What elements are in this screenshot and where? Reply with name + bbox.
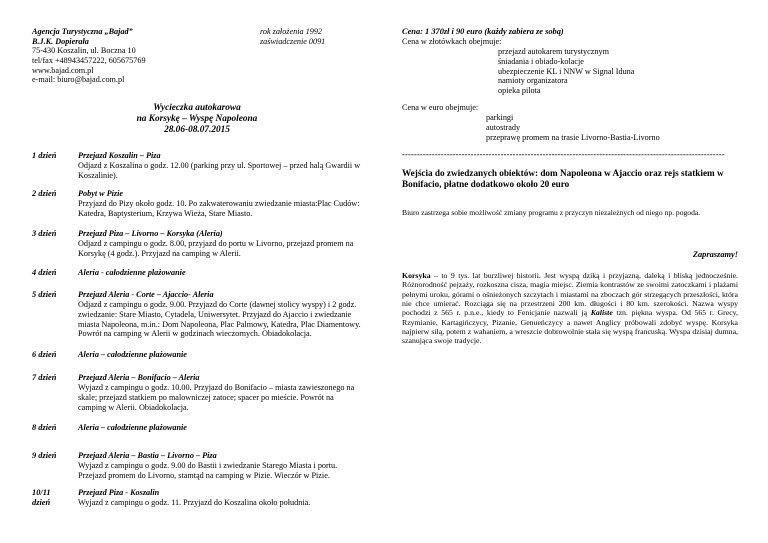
entries-note: Wejścia do zwiedzanych obiektów: dom Napoleona w Ajaccio oraz rejs statkiem w Bonifacio, płatne dodatkowo około 20 euro (402, 168, 724, 190)
price-eur-item: parkingi (486, 112, 514, 122)
price-pln-item: namioty organizatora (498, 76, 568, 86)
founded-certificate: zaświadczenie 0091 (260, 36, 326, 46)
day-label: 8 dzień (32, 423, 57, 432)
agency-phone: tel/fax +48943457222, 605675769 (32, 56, 146, 66)
corsica-lead: Korsyka (402, 271, 431, 280)
trip-title-line1: Wycieczka autokarowa (153, 103, 241, 113)
trip-title (32, 103, 362, 136)
agency-name: Agencja Turystyczna „Bajad” (32, 27, 133, 36)
day-label: 1 dzień (32, 151, 57, 160)
invite-text: Zapraszamy! (692, 250, 738, 259)
price-pln-item: ubezpieczenie KL i NNW w Signal Iduna (498, 66, 635, 76)
price-eur-item: przeprawę promem na trasie Livorno-Bastia-Livorno (486, 132, 660, 142)
price-pln (402, 27, 738, 96)
day-label: 2 dzień (32, 189, 57, 198)
day-label: 3 dzień (32, 229, 57, 238)
price-eur-item: autostrady (486, 122, 521, 132)
day-title: Pobyt w Pizie (78, 189, 124, 198)
trip-title-line2: na Korsykę – Wyspę Napoleona (136, 113, 258, 124)
day-text: Odjazd z campingu o godz. 8.00, przyjazd do portu w Livorno, przejazd promem na Korsykę (4 godz.). Przyjazd na camping w Alerii. (78, 238, 354, 258)
day-title: Przejazd Aleria – Bonifacio – Aleria (78, 373, 200, 382)
day-label: 4 dzień (32, 268, 57, 277)
agency-info (32, 27, 232, 85)
day-title: Aleria - całodzienne plażowanie (78, 268, 186, 277)
agency-www[interactable]: www.bajad.com.pl (32, 65, 94, 75)
day-title: Przejazd Aleria - Corte – Ajaccio- Aleria (78, 290, 214, 299)
day-title: Przejazd Piza – Livorno – Korsyka (Aleria) (78, 229, 223, 238)
price-pln-item: śniadania i obiado-kolacje (498, 56, 584, 66)
price-eur (402, 103, 738, 142)
day-label: 6 dzień (32, 350, 57, 359)
day-title: Aleria – całodzienne plażowanie (78, 423, 187, 432)
day-text: Odjazd z campingu o godz. 9.00. Przyjazd do Corte (dawnej stolicy wyspy) i 2 godz. zwiedzanie: Stare Miasto, Cytadela, Uniwersytet. Przyjazd do Ajaccio i zwiedzanie miasta Napoleona, m.in.: Dom Napoleona, Plac Palmowy, Katedra, Plac Diamentowy. Powrót na camping w Alerii w godzinach wieczornych. Obiadokolacja. (78, 299, 361, 339)
day-text: Wyjazd z campingu o godz. 10.00. Przyjazd do Bonifacio – miasta zawieszonego na skale; przejazd statkiem po malowniczej zatoce; spacer po mieście. Powrót na camping w Alerii. Obiadokolacja. (78, 382, 355, 412)
separator-line: ------------------------------------------------------------------------------------------------------------ (402, 150, 725, 159)
day-text: Wyjazd z campingu o godz. 11. Przyjazd do Koszalina około południa. (78, 497, 311, 507)
corsica-description (402, 271, 738, 346)
price-pln-item: opieka pilota (498, 86, 541, 96)
day-title: Przejazd Aleria – Bastia – Livorno – Piza (78, 451, 217, 460)
day-label: 10/11 dzień (32, 488, 51, 508)
day-title: Aleria – całodzienne plażowanie (78, 350, 187, 359)
reserve-note: Biuro zastrzega sobie możliwość zmiany programu z przyczyn niezależnych od niego np. pogoda. (402, 208, 701, 217)
price-header: Cena: 1 370zł i 90 euro (każdy zabiera ze sobą) (402, 27, 564, 36)
day-text: Przyjazd do Pizy około godz. 10. Po zakwaterowaniu zwiedzanie miasta:Plac Cudów: Katedra, Baptysterium, Krzywa Wieża, Stare Miasto. (78, 198, 360, 218)
price-pln-intro: Cena w złotówkach obejmuje: (402, 37, 502, 47)
day-title: Przejazd Koszalin – Piza (78, 151, 161, 160)
day-text: Odjazd z Koszalina o godz. 12.00 (parking przy ul. Sportowej – przed halą Gwardii w Koszalinie). (78, 160, 361, 180)
price-eur-intro: Cena w euro obejmuje: (402, 103, 479, 112)
corsica-text2: tzn. piękna wyspa. Od 565 r. Grecy, Rzymianie, Kartagińczycy, Pizanie, Genueńczycy a nawet Anglicy próbowali zdobyć wyspę. Korsyka najpierw siłą, potem z wahaniem, a wreszcie dobrowolnie stała się wyspą francuską. Wyspa dzisiaj dumna, szanująca swoje tradycje. (402, 308, 738, 346)
agency-owner: B.J.K. Dopierała (32, 36, 89, 46)
trip-dates: 28.06-08.07.2015 (164, 124, 230, 135)
corsica-kaliste: Kaliste (590, 308, 613, 318)
founded-info (260, 27, 325, 46)
price-pln-item: przejazd autokarem turystycznym (498, 46, 609, 56)
agency-email[interactable]: e-mail: biuro@bajad.com.pl (32, 75, 125, 85)
founded-year: rok założenia 1992 (260, 27, 323, 36)
day-label: 9 dzień (32, 451, 57, 460)
day-label: 7 dzień (32, 373, 57, 382)
day-title: Przejazd Piza - Koszalin (78, 488, 160, 497)
agency-address: 75-430 Koszalin, ul. Boczna 10 (32, 46, 136, 56)
day-label: 5 dzień (32, 290, 57, 299)
corsica-text: – to 9 tys. lat burzliwej historii. Jest wyspą dziką i przyjazną, daleką i bliską jednocześnie. Różnorodność pejzaży, rozkoszna cisza, magia miejsc. Ziemia kontrastów ze swoimi zatoczkami i plażami pełnymi uroku, górami o ośnieżonych szczytach i miastami na zboczach gór strzegących przeszłości, która nie chce umierać. Rozciąga się na przestrzeni 200 km. długości i 80 km. szerokości. Nazwa wyspy pochodzi z 565 r. p.n.e., kiedy to Fenicjanie nazwali ją (402, 271, 738, 318)
day-text: Wyjazd z campingu o godz. 9.00 do Bastii i zwiedzanie Starego Miasta i portu. Przejazd promem do Livorno, stamtąd na camping w Pizie. Wieczór w Pizie. (78, 460, 338, 480)
